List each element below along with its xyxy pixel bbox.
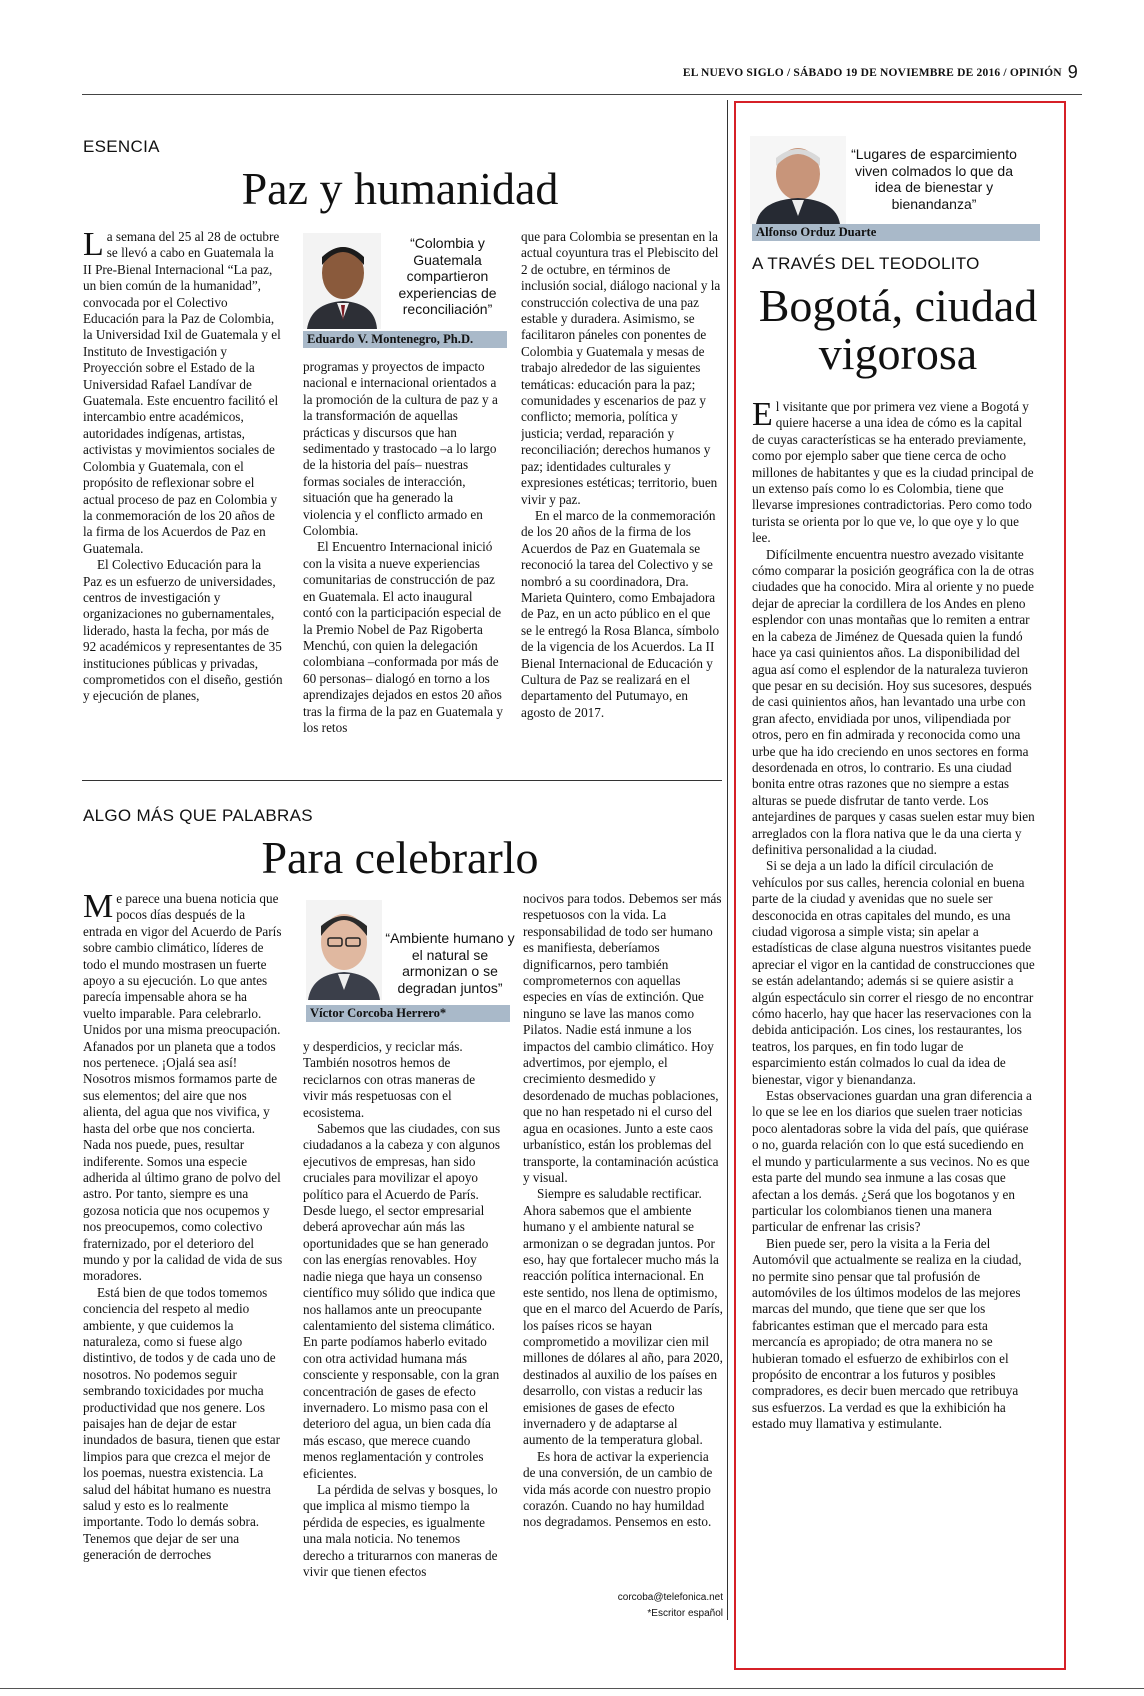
article2-col3 — [523, 891, 723, 1586]
article3-quote: “Lugares de esparcimiento viven colmados lo que da idea de bienestar y bienandanza” — [851, 146, 1017, 212]
article1-col1-p2: El Colectivo Educación para la Paz es un esfuerzo de universidades, centros de investigación y organizaciones no gubernamentales, liderado, hasta la fecha, por más de 92 académicos y representantes de 35 instituciones públicas y privadas, comprometidos con el diseño, gestión y ejecución de planes, — [83, 557, 283, 704]
article3-p3: Si se deja a un lado la difícil circulación de vehículos por sus calles, herencia colonial en buena parte de la ciudad y avenidas que no suele ser desconocida en otras capitales del mundo, es una ciudad vigorosa a simple vista; sin apelar a estadísticas de clase alguna nuestros visitantes puede apreciar el vigor en la cantidad de construcciones que se están adelantando; además si se quiere asistir a algún espectáculo sin correr el riesgo de no encontrar cómo hacerlo, hay que hacer las reservaciones con la debida anticipación. Los cines, los restaurantes, los teatros, los parques, en fin todo lugar de esparcimiento están colmados lo cual da idea de bienestar, vigor y bienandanza. — [752, 858, 1035, 1087]
article3-author: Alfonso Orduz Duarte — [752, 224, 1040, 241]
page-number: 9 — [1067, 62, 1078, 82]
author-portrait-icon — [306, 900, 382, 1000]
article1-col2-p2: El Encuentro Internacional inició con la visita a nueve experiencias comunitarias de construcción de paz en Guatemala. El acto inaugural contó con la participación especial de la Premio Nobel de Paz Rigoberta Menchú, con quien la delegación colombiana –conformada por más de 60 personas– dialogó en torno a los aprendizajes dejados en estos 20 años tras la firma de la paz en Guatemala y los retos — [303, 539, 503, 735]
article2-col3-p2: Siempre es saludable rectificar. Ahora sabemos que el ambiente humano y el ambiente natural se armonizan o se degradan juntos. Por eso, hay que fortalecer mucho más la reacción política internacional. En este sentido, nos llena de optimismo, que en el marco del Acuerdo de París, los países ricos se hayan comprometido a movilizar cien mil millones de dólares al año, para 2020, destinados al auxilio de los países en desarrollo, con vistas a reducir las emisiones de gases de efecto invernadero y de adaptarse al aumento de la temperatura global. — [523, 1186, 723, 1448]
masthead-text: EL NUEVO SIGLO / SÁBADO 19 DE NOVIEMBRE DE 2016 / OPINIÓN — [682, 67, 1062, 79]
article3-p4: Estas observaciones guardan una gran diferencia a lo que se lee en los diarios que suelen traer noticias poco alentadoras sobre la vida del país, que quiérase o no, guarda relación con lo que está sucediendo en el mundo y particularmente a sus vecinos. No es que esta parte del mundo sea inmune a las cosas que afectan a los demás. ¿Será que los bogotanos y en particular los colombianos tienen una manera particular de enfrenar las crisis? — [752, 1088, 1032, 1235]
article1-col2-p1: programas y proyectos de impacto nacional e internacional orientados a la promoción de la cultura de paz y a la transformación de aquellas prácticas y discursos que han sedimentado y trastocado –a lo largo de la historia del país– nuestras formas sociales de interacción, situación que ha generado la violencia y el conflicto armado en Colombia. — [303, 359, 498, 539]
top-rule — [82, 94, 1082, 95]
bottom-rule — [0, 1688, 1144, 1689]
article2-col2 — [303, 1039, 503, 1631]
article1-col3-p2: En el marco de la conmemoración de los 20 años de la firma de los Acuerdos de Paz en Guatemala se reconoció la tarea del Colectivo y se nombró a su coordinadora, Dra. Marieta Quintero, como Embajadora de Paz, en un acto público en el que se le entregó la Rosa Blanca, símbolo de la vigencia de los Acuerdos. La II Bienal Internacional de Educación y Cultura de Paz se realizará en el departamento del Putumayo, en agosto de 2017. — [521, 507, 720, 720]
article2-quote: “Ambiente humano y el natural se armonizan o se degradan juntos” — [385, 930, 515, 996]
article3-section: A TRAVÉS DEL TEODOLITO — [752, 254, 980, 273]
article1-col3-p1: que para Colombia se presentan en la actual coyuntura tras el Plebiscito del 2 de octubre, en términos de inclusión social, diálogo nacional y la construcción colectiva de una paz estable y duradera. Asimismo, se facilitaron páneles con ponentes de Colombia y Guatemala y mesas de trabajo alrededor de las siguientes temáticas: educación para la paz; comunidades y escenarios de paz y conflicto; memoria, política y justicia; verdad, reparación y reconciliación; derechos humanos y paz; identidades culturales y expresiones estéticas; territorio, buen vivir y paz. — [521, 229, 721, 507]
masthead — [0, 62, 1078, 83]
article3-p5: Bien puede ser, pero la visita a la Feria del Automóvil que actualmente se realiza en la ciudad, no permite sino pensar que tal profusión de automóviles de los últimos modelos de las mejores marcas del mundo, que tiene que ser que los fabricantes estiman que el mercado para esta mercancía es apropiado; de otra manera no se hubieran tomado el esfuerzo de exhibirlos con el propósito de encontrar a los futuros y posibles compradores, es decir buen mercado que retribuya sus esfuerzos. La verdad es que la exhibición ha estado muy llamativa y estimulante. — [752, 1235, 1022, 1432]
article2-col2-p2: Sabemos que las ciudades, con sus ciudadanos a la cabeza y con algunos ejecutivos de empresas, han sido cruciales para movilizar el apoyo político para el Acuerdo de París. Desde luego, el sector empresarial deberá aprovechar aún más las oportunidades que se han generado con las energías renovables. Hoy nadie niega que haya un consenso científico muy sólido que indica que nos hallamos ante un preocupante calentamiento del sistema climático. En parte podíamos haberlo evitado con otra actividad humana más consciente y responsable, con la gran concentración de gases de efecto invernadero. Lo mismo pasa con el deterioro del agua, un bien cada día más escaso, que merece cuando menos reglamentación y controles eficientes. — [303, 1121, 501, 1481]
article1-title: Paz y humanidad — [241, 163, 559, 214]
author-portrait-icon — [303, 233, 381, 329]
article2-title: Para celebrarlo — [261, 832, 539, 883]
article1-quote: “Colombia y Guatemala compartieron experiencias de reconciliación” — [398, 235, 497, 317]
article1-section: ESENCIA — [83, 137, 160, 156]
article1-author-photo — [303, 233, 381, 329]
article3-p1: l visitante que por primera vez viene a Bogotá y quiere hacerse a una idea de cómo es la capital de cuyas características se ha enterado previamente, como por ejemplo saber que tiene cerca de ocho millones de habitantes y que es la ciudad principal de un extenso país como lo es Colombia, tiene que llevarse impresiones contradictorias. Pero como todo turista se orienta por lo que ve, lo que oye y lo que lee. — [752, 399, 1034, 546]
article3-dropcap: E — [752, 399, 773, 433]
article3-author-photo — [750, 136, 846, 224]
article1-col1 — [83, 229, 283, 769]
article2-col2-p1: y desperdicios, y reciclar más. También nosotros hemos de reciclarnos con otras maneras de vivir más respetuosas con el ecosistema. — [303, 1039, 476, 1120]
article2-col3-p1: nocivos para todos. Debemos ser más respetuosos con la vida. La responsabilidad de todo ser humano es manifiesta, deberíamos dignificarnos, pero también comprometernos con aquellas especies en vías de extinción. Que ninguno se lave las manos como Pilatos. Nadie está inmune a los impactos del cambio climático. Hoy advertimos, por ejemplo, el crecimiento desmedido y desordenado de muchas poblaciones, que no han respetado ni el curso del agua en ocasiones. Junto a este caos urbanístico, están los problemas del transporte, la contaminación acústica y visual. — [523, 891, 722, 1185]
column-divider — [727, 100, 728, 1620]
article2-col1-p2: Está bien de que todos tomemos conciencia del respeto al medio ambiente, y que cuidemos la naturaleza, como si fuese algo distintivo, de todos y de cada uno de nosotros. No podemos seguir sembrando toxicidades por mucha productividad que nos genere. Los paisajes han de dejar de estar inundados de basura, tienen que estar limpios para que crezca el mejor de los poemas, nuestra existencia. La salud del hábitat humano es nuestra salud y esto es lo realmente importante. Todo lo demás sobra. Tenemos que dejar de ser una generación de derroches — [83, 1284, 281, 1563]
article3-title: Bogotá, ciudad vigorosa — [758, 280, 1038, 380]
article-divider — [82, 780, 722, 781]
article2-col1 — [83, 891, 283, 1631]
article1-col3 — [521, 229, 721, 769]
article1-author: Eduardo V. Montenegro, Ph.D. — [303, 331, 507, 348]
article2-email: corcoba@telefonica.net — [617, 1592, 723, 1603]
article3-body — [752, 399, 1036, 1629]
article1-col1-p1: a semana del 25 al 28 de octubre se llevó a cabo en Guatemala la II Pre-Bienal Internacional “La paz, un bien común de la humanidad”, convocada por el Colectivo Educación para la Paz de Colombia, la Universidad Ixil de Guatemala y el Instituto de Investigación y Proyección sobre el Estado de la Universidad Rafael Landívar de Guatemala. Este encuentro facilitó el intercambio entre académicos, autoridades indígenas, artistas, activistas y movimientos sociales de Colombia y Guatemala, con el propósito de reflexionar sobre el actual proceso de paz en Colombia y la conmemoración de los 20 años de la firma de los Acuerdos de Paz en Guatemala. — [83, 229, 281, 556]
article2-author: Víctor Corcoba Herrero* — [306, 1005, 510, 1022]
article2-col2-p3: La pérdida de selvas y bosques, lo que implica al mismo tiempo la pérdida de especies, es igualmente una mala noticia. No tenemos derecho a triturarnos con maneras de vivir que tienen efectos — [303, 1481, 498, 1579]
author-portrait-icon — [750, 136, 846, 224]
article2-col1-p1: e parece una buena noticia que pocos días después de la entrada en vigor del Acuerdo de París sobre cambio climático, líderes de todo el mundo mostrasen un fuerte apoyo a su ejecución. Lo que antes parecía impensable ahora se ha vuelto imparable. Para celebrarlo. Unidos por una misma preocupación. Afanados por un planeta que a todos nos pertenece. ¡Ojalá sea así! Nosotros mismos formamos parte de sus elementos; del aire que nos alienta, del agua que nos vivifica, y hasta del orbe que nos concierta. Nada nos puede, pues, resultar indiferente. Somos una especie adherida al último grano de polvo del astro. Por tanto, siempre es una gozosa noticia que nos ocupemos y nos preocupemos, como colectivo fraternizado, por el deterioro del mundo y por la calidad de vida de sus moradores. — [83, 891, 283, 1284]
article2-section: ALGO MÁS QUE PALABRAS — [83, 806, 313, 825]
article1-dropcap: L — [83, 229, 104, 263]
article2-footnote: *Escritor español — [647, 1608, 723, 1619]
article1-col2 — [303, 359, 503, 769]
article3-p2: Difícilmente encuentra nuestro avezado visitante cómo comparar la posición geográfica con la de otras ciudades que ha conocido. Mira al oriente y no puede dejar de apreciar la cordillera de los Andes en pleno esplendor con unas montañas que lo remiten a entrar en la cabeza de Jiménez de Quesada quien la fundó hace ya casi quinientos años. La disponibilidad del agua así como el esplendor de la naturaleza tuvieron que pesar en su decisión. Hoy sus sucesores, después de casi quinientos años, han levantado una urbe con gran afecto, envidiada por unos, vilipendiada por otros, pero en fin admirada y reconocida como una urbe que ha ido creciendo en unos sectores en forma desordenada en otros, lo contrario. Es una ciudad bonita entre otras razones que no siempre a estas alturas se puede disfrutar de tanto verde. Los antejardines de parques y casas suelen estar muy bien arreglados con la flora nativa que le da una cierta y definitiva personalidad a la ciudad. — [752, 546, 1035, 857]
article2-col3-p3: Es hora de activar la experiencia de una conversión, de un cambio de vida más acorde con nuestro propio corazón. Cuando no hay humildad nos degradamos. Pensemos en esto. — [523, 1448, 713, 1530]
article2-dropcap: M — [83, 891, 114, 925]
article2-author-photo — [306, 900, 382, 1000]
